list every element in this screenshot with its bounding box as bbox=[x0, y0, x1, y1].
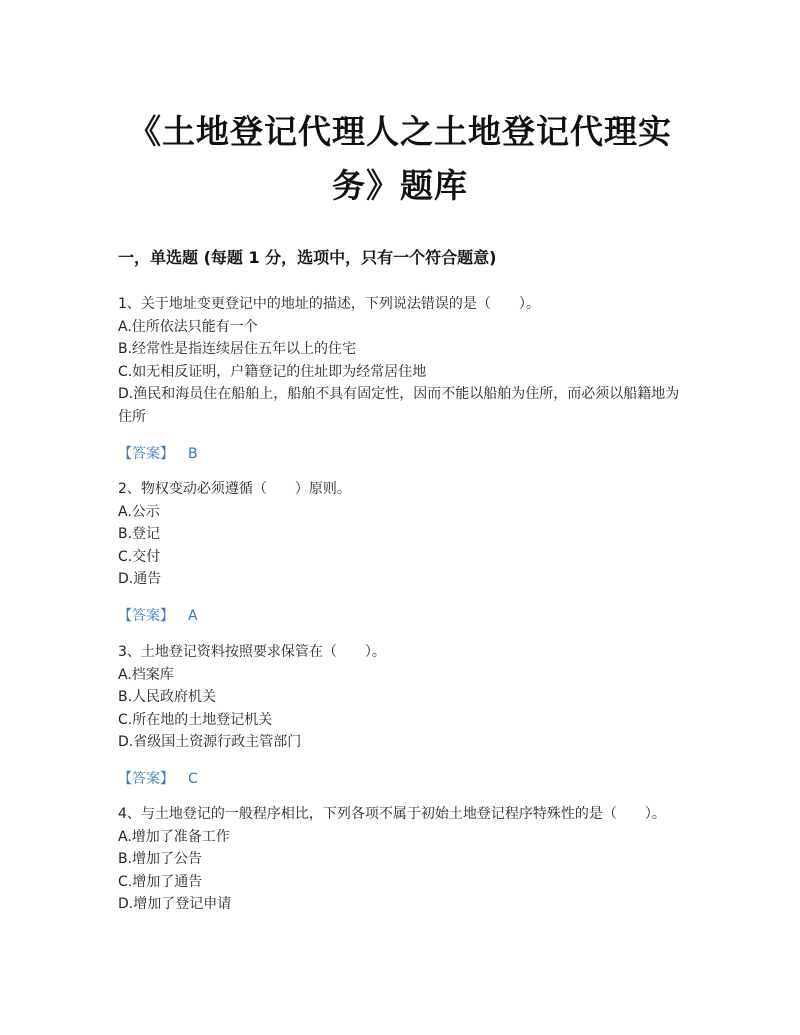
option-c: C.增加了通告 bbox=[118, 873, 203, 890]
answer-value: A bbox=[188, 608, 198, 624]
question-3 bbox=[118, 641, 688, 754]
question-4 bbox=[118, 803, 688, 916]
answer-label: 【答案】 bbox=[118, 446, 174, 462]
option-b: B.增加了公告 bbox=[118, 851, 203, 867]
title-line-2: 务》题库 bbox=[332, 166, 468, 205]
document-title bbox=[110, 105, 690, 213]
question-2 bbox=[118, 478, 688, 591]
question-1 bbox=[118, 293, 688, 428]
question-stem: 3、土地登记资料按照要求保管在（ ）。 bbox=[118, 644, 386, 660]
option-a: A.档案库 bbox=[118, 666, 174, 683]
option-d: D.渔民和海员住在船舶上，船舶不具有固定性，因而不能以船舶为住所，而必须以船籍地为住所 bbox=[118, 386, 680, 425]
option-b: B.人民政府机关 bbox=[118, 689, 217, 705]
option-b: B.经常性是指连续居住五年以上的住宅 bbox=[118, 341, 357, 357]
option-a: A.公示 bbox=[118, 503, 160, 520]
answer-value: B bbox=[188, 446, 198, 462]
option-d: D.增加了登记申请 bbox=[118, 896, 232, 912]
title-line-1: 《土地登记代理人之土地登记代理实 bbox=[128, 112, 672, 151]
answer-label: 【答案】 bbox=[118, 608, 174, 624]
answer-1 bbox=[118, 443, 198, 463]
answer-2 bbox=[118, 605, 198, 625]
option-b: B.登记 bbox=[118, 526, 161, 542]
answer-value: C bbox=[188, 771, 198, 787]
question-stem: 4、与土地登记的一般程序相比，下列各项不属于初始土地登记程序特殊性的是（ ）。 bbox=[118, 806, 666, 822]
option-c: C.所在地的土地登记机关 bbox=[118, 711, 273, 728]
option-a: A.住所依法只能有一个 bbox=[118, 318, 258, 335]
answer-label: 【答案】 bbox=[118, 771, 174, 787]
answer-3 bbox=[118, 768, 198, 788]
section-heading: 一，单选题 (每题 1 分，选项中，只有一个符合题意) bbox=[118, 248, 497, 267]
option-d: D.省级国土资源行政主管部门 bbox=[118, 734, 302, 750]
option-d: D.通告 bbox=[118, 571, 162, 587]
question-stem: 2、物权变动必须遵循（ ）原则。 bbox=[118, 481, 351, 497]
option-c: C.交付 bbox=[118, 548, 161, 565]
option-c: C.如无相反证明，户籍登记的住址即为经常居住地 bbox=[118, 363, 427, 380]
question-stem: 1、关于地址变更登记中的地址的描述，下列说法错误的是（ ）。 bbox=[118, 296, 540, 312]
option-a: A.增加了准备工作 bbox=[118, 828, 230, 845]
